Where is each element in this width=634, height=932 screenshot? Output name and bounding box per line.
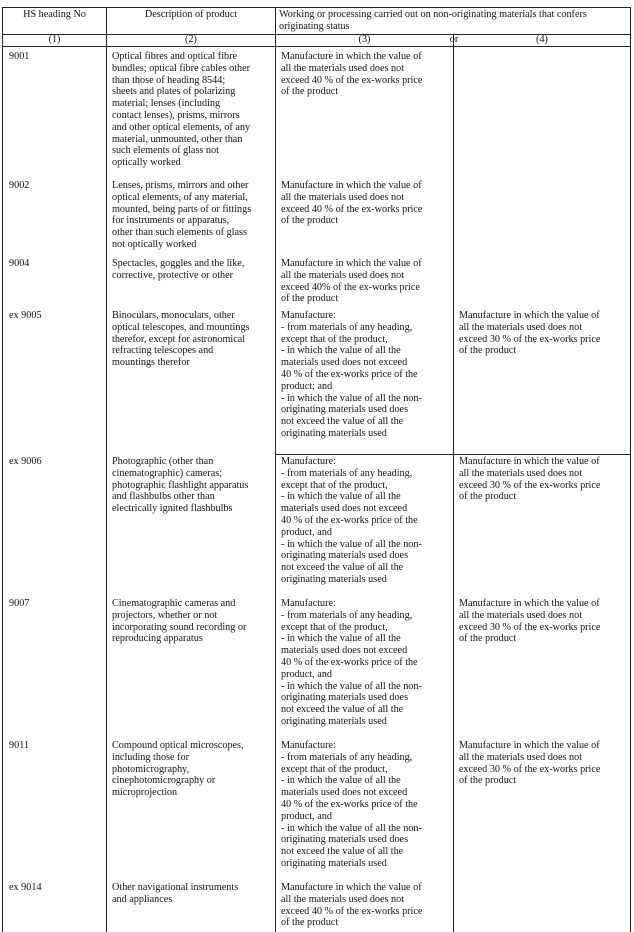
row-ex9006-heading: ex 9006 [9,456,42,467]
row-separator-col3-ex9006 [275,454,453,455]
row-9002-description: Lenses, prisms, mirrors and other optical elements, of any material, mounted, being parts of or fittings for instruments or apparatus, other than such elements of glass not optically worked [112,180,252,250]
row-9007-heading: 9007 [9,598,30,609]
row-9011-col3: Manufacture: - from materials of any heading, except that of the product, - in which the value of all the materials used does not exceed 40 % of the ex-works price of the product, and - in which the value of all the non- originating materials used does not exceed the value of all the originating materials used [281,740,422,869]
row-ex9014-description: Other navigational instruments and appliances [112,882,239,905]
column-or-label: or [449,34,459,45]
column-number-3: (3) [358,34,371,45]
row-9004-description: Spectacles, goggles and the like, corrective, protective or other [112,258,245,281]
row-9002-col3: Manufacture in which the value of all the materials used does not exceed 40 % of the ex-works price of the product [281,180,423,227]
column-divider-2-3 [275,7,276,932]
row-ex9006-description: Photographic (other than cinematographic) cameras; photographic flashlight apparatus and flashbulbs other than electrically ignited flashbulbs [112,456,249,515]
column-number-1: (1) [48,34,61,45]
row-9004-heading: 9004 [9,258,30,269]
row-9011-description: Compound optical microscopes, including those for photomicrography, cinephotomicrography or microprojection [112,740,244,799]
row-9001-description: Optical fibres and optical fibre bundles; optical fibre cables other than those of heading 8544; sheets and plates of polarizing material; lenses (including contact lenses), prisms, mirrors and other optical elements, of any material, unmounted, other than such elements of glass not optically worked [112,51,251,169]
row-ex9014-col3: Manufacture in which the value of all the materials used does not exceed 40 % of the ex-works price of the product [281,882,423,929]
table-border-left [2,7,3,932]
row-separator-col4-ex9006 [453,454,630,455]
row-9001-heading: 9001 [9,51,30,62]
column-number-2: (2) [185,34,197,45]
row-ex9005-col3: Manufacture: - from materials of any heading, except that of the product, - in which the value of all the materials used does not exceed 40 % of the ex-works price of the product; and - in which the value of all the non- originating materials used does not exceed the value of all the originating materials used [281,310,422,439]
row-9007-col3: Manufacture: - from materials of any heading, except that of the product, - in which the value of all the materials used does not exceed 40 % of the ex-works price of the product, and - in which the value of all the non- originating materials used does not exceed the value of all the originating materials used [281,598,422,727]
header-bottom-rule [2,46,630,47]
header-description: Description of product [144,9,238,20]
row-ex9014-heading: ex 9014 [9,882,42,893]
row-9002-heading: 9002 [9,180,30,191]
table-border-top [2,7,630,8]
row-ex9005-col4: Manufacture in which the value of all the materials used does not exceed 30 % of the ex-works price of the product [459,310,601,357]
row-ex9006-col3: Manufacture: - from materials of any heading, except that of the product, - in which the value of all the materials used does not exceed 40 % of the ex-works price of the product, and - in which the value of all the non- originating materials used does not exceed the value of all the originating materials used [281,456,422,585]
header-hs-heading: HS heading No [23,9,86,20]
row-9011-col4: Manufacture in which the value of all the materials used does not exceed 30 % of the ex-works price of the product [459,740,601,787]
row-9001-col3: Manufacture in which the value of all the materials used does not exceed 40 % of the ex-works price of the product [281,51,423,98]
row-ex9005-heading: ex 9005 [9,310,42,321]
row-ex9006-col4: Manufacture in which the value of all the materials used does not exceed 30 % of the ex-works price of the product [459,456,601,503]
header-working-processing: Working or processing carried out on non-originating materials that confers originating status [279,9,587,32]
table-border-right [630,7,631,932]
row-9004-col3: Manufacture in which the value of all the materials used does not exceed 40% of the ex-works price of the product [281,258,422,305]
row-ex9005-description: Binoculars, monoculars, other optical telescopes, and mountings therefor, except for astronomical refracting telescopes and mountings therefor [112,310,250,369]
row-9007-description: Cinematographic cameras and projectors, whether or not incorporating sound recording or reproducing apparatus [112,598,247,645]
row-9011-heading: 9011 [9,740,29,751]
column-number-4: (4) [536,34,548,45]
column-divider-3-4 [453,34,454,932]
column-divider-1-2 [106,7,107,932]
row-9007-col4: Manufacture in which the value of all the materials used does not exceed 30 % of the ex-works price of the product [459,598,601,645]
